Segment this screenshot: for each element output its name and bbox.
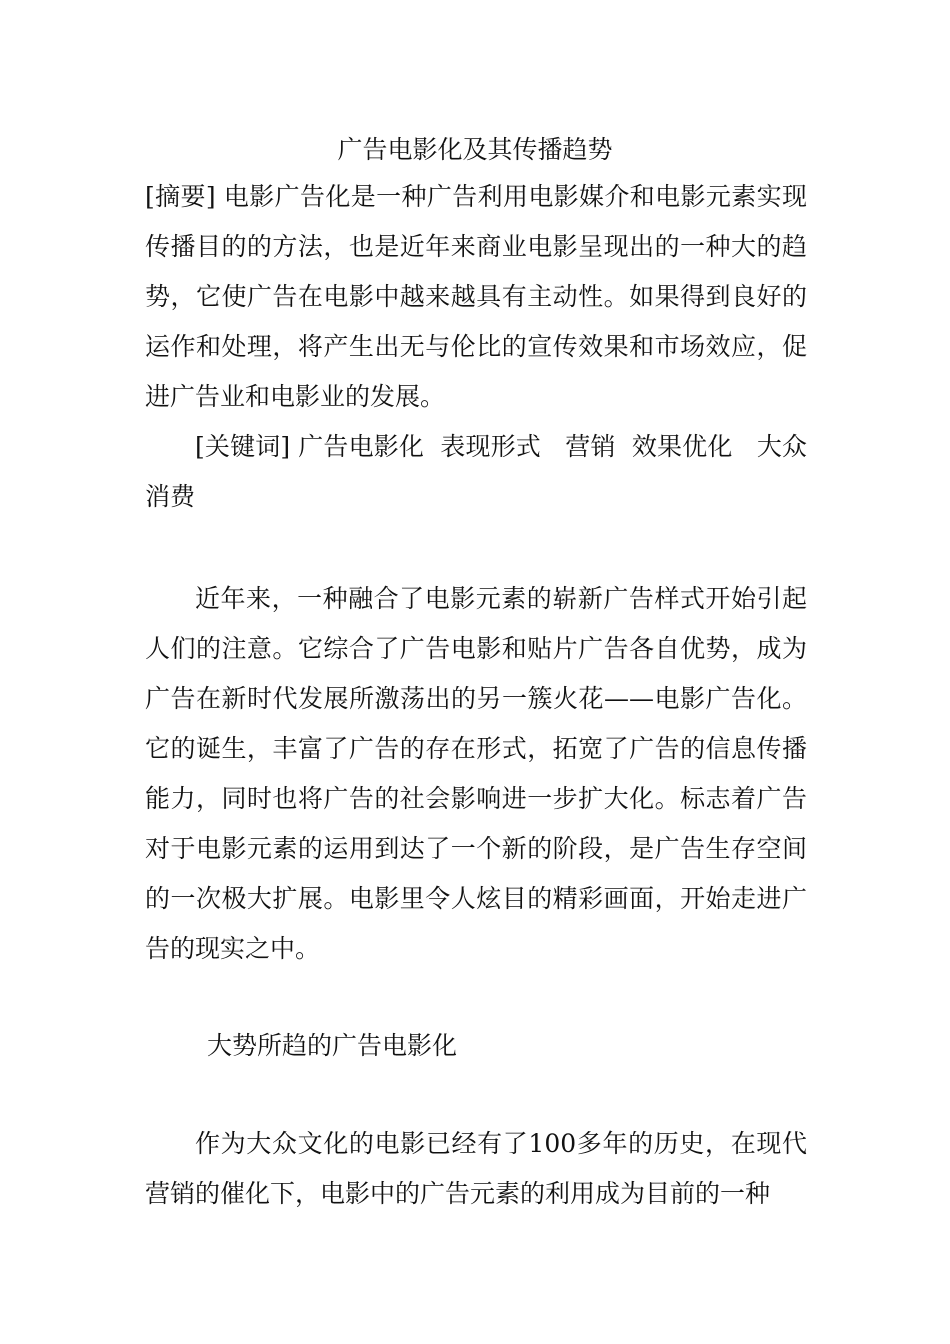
section-heading: 大势所趋的广告电影化 (207, 1031, 458, 1060)
body-paragraph-2: 作为大众文化的电影已经有了100多年的历史，在现代营销的催化下，电影中的广告元素的利用成为目前的一种 (145, 1129, 807, 1208)
body-paragraph-1: 近年来，一种融合了电影元素的崭新广告样式开始引起人们的注意。它综合了广告电影和贴片广告各自优势，成为广告在新时代发展所激荡出的另一簇火花——电影广告化。它的诞生，丰富了广告的存在形式，拓宽了广告的信息传播能力，同时也将广告的社会影响进一步扩大化。标志着广告对于电影元素的运用到达了一个新的阶段，是广告生存空间的一次极大扩展。电影里令人炫目的精彩画面，开始走进广告的现实之中。 (145, 584, 807, 963)
document-title: 广告电影化及其传播趋势 (337, 135, 613, 164)
keywords-paragraph: [关键词] 广告电影化 表现形式 营销 效果优化 大众消费 (145, 432, 807, 511)
abstract-paragraph: [摘要] 电影广告化是一种广告利用电影媒介和电影元素实现传播目的的方法，也是近年来商业电影呈现出的一种大的趋势，它使广告在电影中越来越具有主动性。如果得到良好的运作和处理，将产生出无与伦比的宣传效果和市场效应，促进广告业和电影业的发展。 (145, 182, 807, 411)
